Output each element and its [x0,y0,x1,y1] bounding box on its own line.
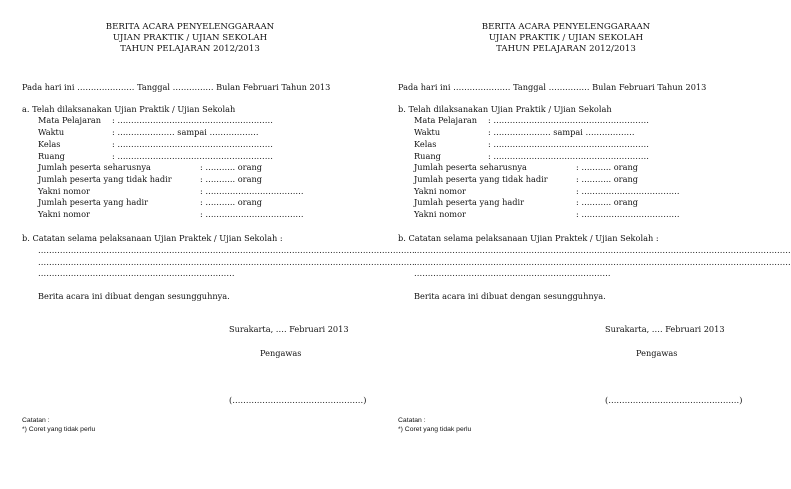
field-label: Kelas [414,139,437,149]
field-value: : ………………………………………………… [112,139,273,149]
count-value: : ……….. orang [200,197,262,207]
notes-line: ………………………………………………………………………………………………………………………… [414,245,791,255]
notes-line: ……………………………………………………………… [414,268,611,278]
doc-title: BERITA ACARA PENYELENGGARAAN [481,22,651,32]
notes-line: ………………………………………………………………………………………………………………………… [414,257,791,267]
field-label: Waktu [38,127,65,137]
section-a-title: a. Telah dilaksanakan Ujian Praktik / Ujian Sekolah [22,104,236,114]
count-label: Jumlah peserta yang tidak hadir [38,174,172,184]
count-value: : ……….. orang [576,197,638,207]
document-right [376,0,791,489]
count-label: Yakni nomor [38,209,90,219]
count-label: Yakni nomor [38,186,90,196]
count-value: : ……….. orang [576,174,638,184]
date-line: Pada hari ini ………………… Tanggal …………… Bulan Februari Tahun 2013 [398,82,707,92]
section-b-title: b. Catatan selama pelaksanaan Ujian Praktek / Ujian Sekolah : [22,233,283,243]
field-value: : ………………… sampai ……………… [112,127,259,137]
field-value: : ………………………………………………… [488,151,649,161]
statement: Berita acara ini dibuat dengan sesungguhnya. [414,291,606,301]
notes-line: ………………………………………………………………………………………………………………………… [38,257,415,267]
doc-year: TAHUN PELAJARAN 2012/2013 [120,44,260,54]
section-b-title: b. Catatan selama pelaksanaan Ujian Praktek / Ujian Sekolah : [398,233,659,243]
count-value: : ……………………………… [200,186,304,196]
count-value: : ……………………………… [576,209,680,219]
field-value: : ………………… sampai ……………… [488,127,635,137]
count-value: : ……………………………… [576,186,680,196]
field-value: : ………………………………………………… [112,115,273,125]
count-label: Jumlah peserta yang hadir [414,197,525,207]
field-label: Ruang [38,151,65,161]
notes-line: ………………………………………………………………………………………………………………………… [38,245,415,255]
note-title: Catatan : [398,417,426,424]
field-value: : ………………………………………………… [488,139,649,149]
field-label: Mata Pelajaran [414,115,478,125]
section-a-title: b. Telah dilaksanakan Ujian Praktik / Ujian Sekolah [398,104,612,114]
place-date: Surakarta, …. Februari 2013 [229,324,349,334]
count-label: Yakni nomor [414,209,466,219]
doc-subtitle: UJIAN PRAKTIK / UJIAN SEKOLAH [112,33,268,43]
field-label: Ruang [414,151,441,161]
note-title: Catatan : [22,417,50,424]
notes-line: ……………………………………………………………… [38,268,235,278]
count-label: Yakni nomor [414,186,466,196]
field-value: : ………………………………………………… [488,115,649,125]
note-text: *) Coret yang tidak perlu [398,426,472,433]
field-label: Waktu [414,127,441,137]
role-title: Pengawas [636,348,678,358]
count-label: Jumlah peserta seharusnya [38,162,151,172]
count-value: : ……………………………… [200,209,304,219]
field-label: Kelas [38,139,61,149]
field-value: : ………………………………………………… [112,151,273,161]
doc-subtitle: UJIAN PRAKTIK / UJIAN SEKOLAH [488,33,644,43]
count-label: Jumlah peserta yang hadir [38,197,149,207]
count-value: : ……….. orang [200,174,262,184]
date-line: Pada hari ini ………………… Tanggal …………… Bulan Februari Tahun 2013 [22,82,331,92]
doc-title: BERITA ACARA PENYELENGGARAAN [105,22,275,32]
note-text: *) Coret yang tidak perlu [22,426,96,433]
field-label: Mata Pelajaran [38,115,102,125]
count-label: Jumlah peserta yang tidak hadir [414,174,548,184]
statement: Berita acara ini dibuat dengan sesungguhnya. [38,291,230,301]
role-title: Pengawas [260,348,302,358]
signature-line: (…………………………………………) [229,395,367,405]
count-label: Jumlah peserta seharusnya [414,162,527,172]
signature-line: (…………………………………………) [605,395,743,405]
doc-year: TAHUN PELAJARAN 2012/2013 [496,44,636,54]
count-value: : ……….. orang [200,162,262,172]
count-value: : ……….. orang [576,162,638,172]
place-date: Surakarta, …. Februari 2013 [605,324,725,334]
